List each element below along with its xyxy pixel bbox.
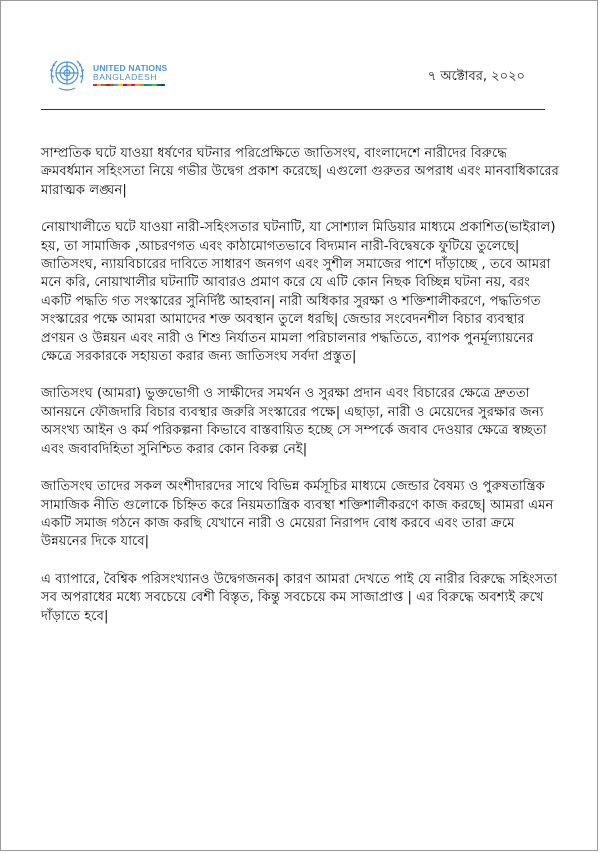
paragraph-5: এ ব্যাপারে, বৈশ্বিক পরিসংখ্যানও উদ্বেগজনক| কারণ আমরা দেখতে পাই যে নারীর বিরুদ্ধে সহিংসতা সব অপরাধের মধ্যে সবচেয়ে বেশী বিস্তৃত, কিন্তু সবচেয়ে কম সাজাপ্রাপ্ত | এর বিরুদ্ধে অবশ্যই রুখে দাঁড়াতে হবে|	[41, 571, 558, 624]
paragraph-3: জাতিসংঘ (আমরা) ভুক্তভোগী ও সাক্ষীদের সমর্থন ও সুরক্ষা প্রদান এবং বিচারের ক্ষেত্রে দ্রুততা আনয়নে ফৌজদারি বিচার ব্যবস্থার জরুরি সংস্কারের পক্ষে| এছাড়া, নারী ও মেয়েদের সুরক্ষার জন্য অসংখ্য আইন ও কর্ম পরিকল্পনা কিভাবে বাস্তবায়িত হচ্ছে সে সম্পর্কে জবাব দেওয়ার ক্ষেত্রে স্বচ্ছতা এবং জবাবদিহিতা সুনিশ্চিত করার কোন বিকল্প নেই|	[41, 386, 547, 457]
un-bangladesh-logo	[47, 55, 167, 95]
sdg-color-segment	[161, 84, 165, 86]
paragraph-2: নোয়াখালীতে ঘটে যাওয়া নারী-সহিংসতার ঘটনাটি, যা সোশ্যাল মিডিয়ার মাধ্যমে প্রকাশিত(ভাইরাল) হয়, তা সামাজিক ,আচরণগত এবং কাঠামোগতভাবে বিদ্যমান নারী-বিদ্বেষকে ফুটিয়ে তুলেছে| জাতিসংঘ, ন্যায়বিচারের দাবিতে সাধারণ জনগণ এবং সুশীল সমাজের পাশে দাঁড়াচ্ছে , তবে আমরা মনে করি, নোয়াখালীর ঘটনাটি আবারও প্রমাণ করে যে এটি কোন নিছক বিচ্ছিন্ন ঘটনা নয়, বরং একটি পদ্ধতি গত সংস্কারের সুনির্দিষ্ট আহবান| নারী অধিকার সুরক্ষা ও শক্তিশালীকরণে, পদ্ধতিগত সংস্কারের পক্ষে আমরা আমাদের শক্ত অবস্থান তুলে ধরছি| জেন্ডার সংবেদনশীল বিচার ব্যবস্থার প্রণয়ন ও উন্নয়ন এবং নারী ও শিশু নির্যাতন মামলা পরিচালনার পদ্ধতিতে, ব্যাপক পুনর্মূল্যায়নের ক্ষেত্রে সরকারকে সহায়তা করার জন্য জাতিসংঘ সর্বদা প্রস্তুত|	[41, 220, 556, 365]
document-date: ৭ অক্টোবর, ২০২০	[427, 69, 525, 84]
document-body	[41, 145, 561, 645]
logo-line-2: BANGLADESH	[93, 72, 158, 82]
sdg-color-bar	[93, 84, 165, 86]
logo-line-1: UNITED NATIONS	[93, 63, 168, 74]
paragraph-4: জাতিসংঘ তাদের সকল অংশীদারদের সাথে বিভিন্ন কর্মসূচির মাধ্যমে জেন্ডার বৈষম্য ও পুরুষতান্ত্রিক সামাজিক নীতি গুলোকে চিহ্নিত করে নিয়মতান্ত্রিক ব্যবস্থা শক্তিশালীকরণে কাজ করছে| আমরা এমন একটি সমাজ গঠনে কাজ করছি যেখানে নারী ও মেয়েরা নিরাপদ বোধ করবে এবং তারা ক্রমে উন্নয়নের দিকে যাবে|	[41, 479, 554, 550]
header-divider	[41, 109, 545, 110]
un-emblem-icon	[47, 55, 87, 95]
paragraph-1: সাম্প্রতিক ঘটে যাওয়া ধর্ষণের ঘটনার পরিপ্রেক্ষিতে জাতিসংঘ, বাংলাদেশে নারীদের বিরুদ্ধে ক্রমবর্ধমান সহিংসতা নিয়ে গভীর উদ্বেগ প্রকাশ করেছে| এগুলো গুরুতর অপরাধ এবং মানবাধিকারের মারাত্মক লঙ্ঘন|	[41, 146, 559, 198]
logo-wordmark	[93, 64, 167, 86]
